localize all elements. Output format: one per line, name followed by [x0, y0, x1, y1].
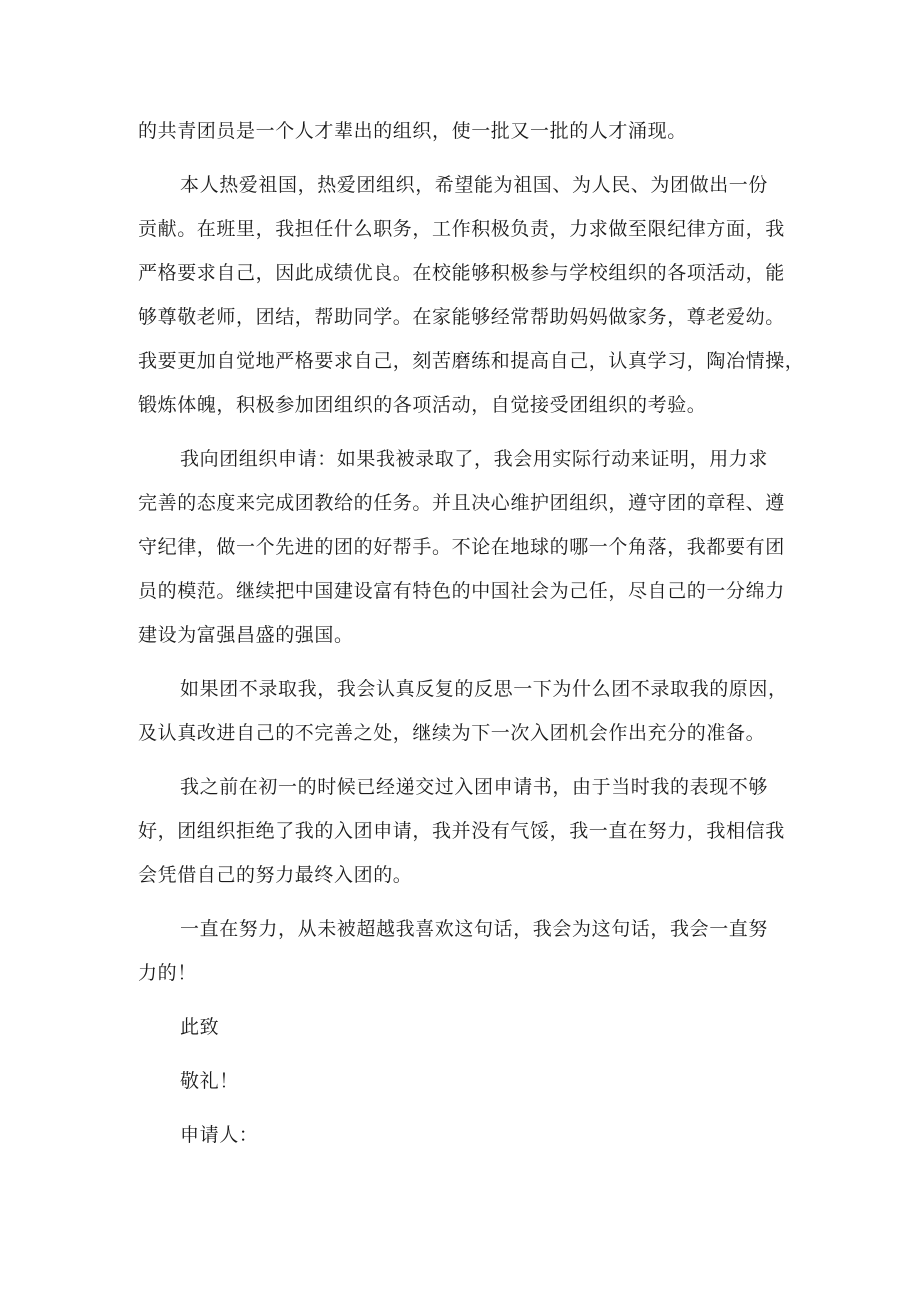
paragraph-line: 我要更加自觉地严格要求自己，刻苦磨练和提高自己，认真学习，陶冶情操，: [138, 350, 805, 372]
closing-salutation: 此致: [180, 1016, 220, 1038]
paragraph-line: 贡献。在班里，我担任什么职务，工作积极负责，力求做至限纪律方面，我: [138, 218, 785, 240]
paragraph-line: 建设为富强昌盛的强国。: [138, 624, 354, 646]
paragraph-line: 如果团不录取我，我会认真反复的反思一下为什么团不录取我的原因，: [180, 678, 788, 700]
paragraph-line: 员的模范。继续把中国建设富有特色的中国社会为己任，尽自己的一分绵力: [138, 580, 785, 602]
paragraph-line: 我向团组织申请：如果我被录取了，我会用实际行动来证明，用力求: [180, 448, 769, 470]
paragraph-line: 本人热爱祖国，热爱团组织，希望能为祖国、为人民、为团做出一份: [180, 174, 769, 196]
paragraph-line: 锻炼体魄，积极参加团组织的各项活动，自觉接受团组织的考验。: [138, 394, 707, 416]
paragraph-line: 好，团组织拒绝了我的入团申请，我并没有气馁，我一直在努力，我相信我: [138, 820, 785, 842]
applicant-signature-label: 申请人：: [180, 1124, 259, 1146]
paragraph-line: 够尊敬老师，团结，帮助同学。在家能够经常帮助妈妈做家务，尊老爱幼。: [138, 306, 785, 328]
paragraph-line: 严格要求自己，因此成绩优良。在校能够积极参与学校组织的各项活动，能: [138, 262, 785, 284]
paragraph-line: 完善的态度来完成团教给的任务。并且决心维护团组织，遵守团的章程、遵: [138, 492, 785, 514]
paragraph-line: 一直在努力，从未被超越我喜欢这句话，我会为这句话，我会一直努: [180, 918, 769, 940]
paragraph-line: 及认真改进自己的不完善之处，继续为下一次入团机会作出充分的准备。: [138, 722, 766, 744]
paragraph-line: 我之前在初一的时候已经递交过入团申请书，由于当时我的表现不够: [180, 776, 769, 798]
paragraph-line: 的共青团员是一个人才辈出的组织，使一批又一批的人才涌现。: [138, 120, 687, 142]
paragraph-line: 会凭借自己的努力最终入团的。: [138, 864, 413, 886]
paragraph-line: 守纪律，做一个先进的团的好帮手。不论在地球的哪一个角落，我都要有团: [138, 536, 785, 558]
closing-regards: 敬礼！: [180, 1070, 239, 1092]
paragraph-line: 力的！: [138, 962, 197, 984]
